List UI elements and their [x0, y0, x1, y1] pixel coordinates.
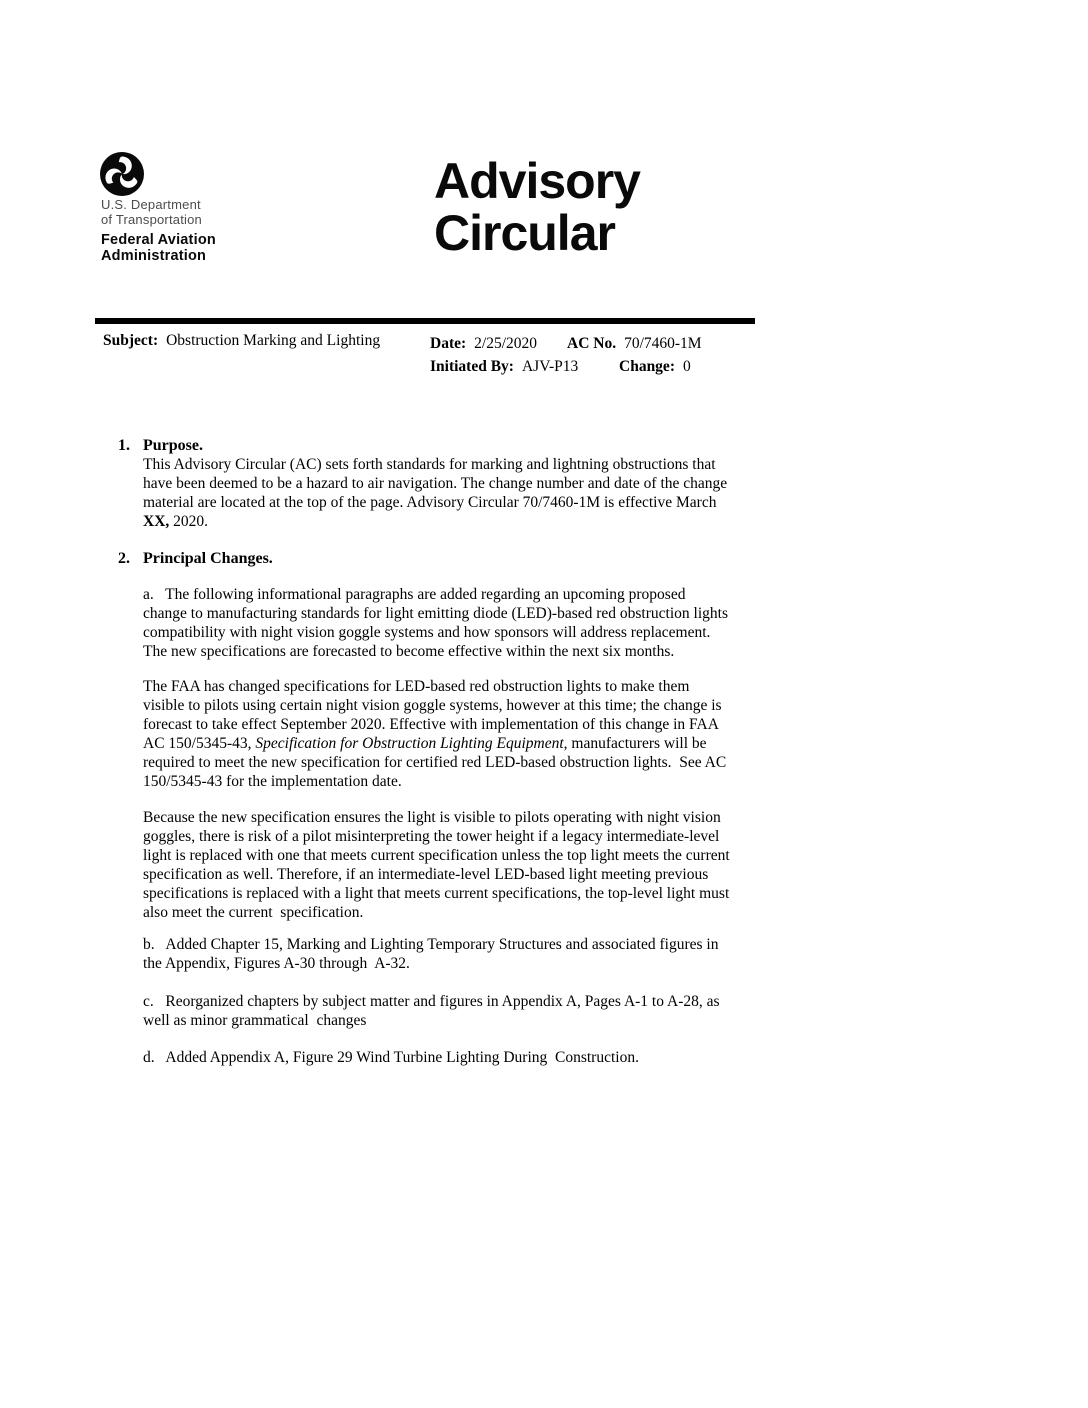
paragraph-b: b. Added Chapter 15, Marking and Lighting Temporary Structures and associated figures in the Appendix, Figures A-30 through A-32.: [143, 936, 723, 972]
document-title-line1: Advisory: [434, 153, 640, 209]
section-2-number: 2.: [118, 550, 130, 567]
paragraph-faa-italic-title: Specification for Obstruction Lighting Equipment: [255, 735, 564, 752]
ac-number-label: AC No.: [567, 335, 617, 352]
paragraph-faa-text: The FAA has changed specifications for LED-based red obstruction lights to make them visible to pilots using certain night vision goggle systems, however at this time; the change is forecast to take effect September 2020. Effective with implementation of this change in FAA AC 150/5345-43,: [143, 678, 726, 752]
section-2-heading-row: [118, 549, 732, 568]
section-2-heading: Principal Changes.: [143, 550, 273, 567]
agency-department-text: [101, 197, 202, 227]
paragraph-because: Because the new specification ensures the light is visible to pilots operating with night vision goggles, there is risk of a pilot misinterpreting the tower height if a legacy intermediate-level light is replaced with one that meets current specification unless the top light meets the current specification as well. Therefore, if an intermediate-level LED-based light meeting previous specifications is replaced with a light that meets current specifications, the top-level light must also meet the current specification.: [143, 809, 734, 921]
paragraph-faa: [143, 677, 732, 791]
agency-name-text: [101, 232, 216, 264]
subject-value: Obstruction Marking and Lighting: [166, 332, 381, 349]
section-1-paragraph: [143, 455, 732, 531]
change-value: 0: [682, 358, 691, 375]
section-1-heading: Purpose.: [143, 437, 203, 454]
header-divider-rule: [95, 318, 755, 324]
initiated-by-label: Initiated By:: [430, 358, 514, 375]
section-1-paragraph-text: This Advisory Circular (AC) sets forth standards for marking and lightning obstructions that have been deemed to be a hazard to air navigation. The change number and date of the change material are located at the top of the page. Advisory Circular 70/7460-1M is effective March: [143, 456, 732, 511]
date-label: Date:: [430, 335, 467, 352]
section-1-number: 1.: [118, 437, 130, 454]
paragraph-faa-tail: , manufacturers will be required to meet the new specification for certified red LED-based obstruction lights. See AC 150/5345-43 for the implementation date.: [143, 735, 731, 790]
document-title: [434, 155, 640, 259]
change-label: Change:: [619, 358, 675, 375]
agency-name-line2: Administration: [101, 248, 207, 264]
date-row: [430, 334, 537, 353]
agency-dept-line1: U.S. Department: [101, 197, 201, 212]
initiated-by-row: [430, 357, 578, 376]
paragraph-d: d. Added Appendix A, Figure 29 Wind Turbine Lighting During Construction.: [143, 1049, 639, 1066]
ac-number-value: 70/7460-1M: [624, 335, 702, 352]
section-1-heading-row: [118, 436, 732, 455]
document-title-line2: Circular: [434, 205, 615, 261]
subject-row: [103, 331, 380, 350]
change-row: [619, 357, 691, 376]
dot-logo-icon: [99, 151, 145, 202]
date-value: 2/25/2020: [474, 335, 538, 352]
document-body: [118, 436, 732, 1067]
paragraph-c: c. Reorganized chapters by subject matter and figures in Appendix A, Pages A-1 to A-28, as well as minor grammatical changes: [143, 993, 724, 1029]
agency-name-line1: Federal Aviation: [101, 232, 216, 248]
subject-label: Subject:: [103, 332, 159, 349]
section-1-paragraph-tail: 2020.: [169, 513, 209, 530]
section-1-paragraph-bold-segment: XX,: [143, 513, 170, 530]
initiated-by-value: AJV-P13: [521, 358, 579, 375]
ac-number-row: [567, 334, 702, 353]
paragraph-a: a. The following informational paragraphs are added regarding an upcoming proposed change to manufacturing standards for light emitting diode (LED)-based red obstruction lights compatibility with night vision goggle systems and how sponsors will address replacement. The new specifications are forecasted to become effective within the next six months.: [143, 586, 732, 660]
agency-dept-line2: of Transportation: [101, 212, 202, 227]
